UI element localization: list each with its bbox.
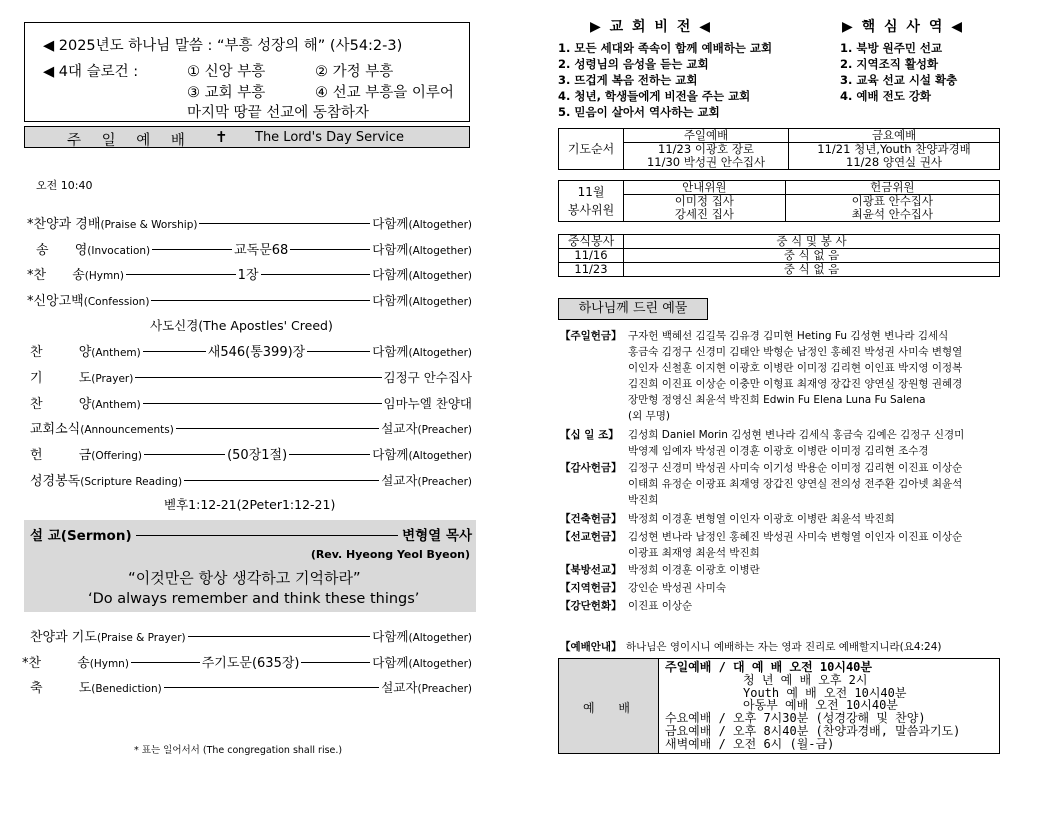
- slogan-1: ① 신앙 부흥: [187, 64, 266, 80]
- item-who: 설교자: [381, 421, 418, 436]
- offering-group-tithe: [560, 427, 965, 457]
- vision-item: 5. 믿음이 살아서 역사하는 교회: [558, 105, 720, 119]
- item-who: 다함께: [372, 344, 409, 359]
- item-en: (Praise & Prayer): [96, 632, 186, 644]
- offering-names: 이광표 최재영 최윤석 박진희: [628, 547, 760, 559]
- order-praise-worship: [27, 213, 472, 231]
- item-en: (Hymn): [84, 270, 124, 282]
- order-invocation: [36, 239, 472, 257]
- item-en: (Announcements): [80, 424, 174, 436]
- offering-names: 김정구 신경미 박성권 사미숙 이기성 박용순 이미정 김리현 이진표 이상순: [628, 462, 963, 474]
- friday-header: 금요예배: [789, 129, 1000, 143]
- item-name: 찬 양: [30, 397, 92, 412]
- sermon-label: 설 교(Sermon): [30, 528, 132, 544]
- item-who: 다함께: [372, 216, 409, 231]
- offering-header: 헌금위원: [785, 181, 999, 195]
- worship-line: 아동부 예배 오전 10시40분: [743, 698, 898, 713]
- slogan-3: ③ 교회 부흥: [187, 85, 266, 101]
- friday-prayer: 11/21 청년,Youth 찬양과경배: [789, 143, 1000, 157]
- item-en: (Prayer): [91, 373, 134, 385]
- sermon-block: [24, 520, 476, 612]
- lunch-date: 11/23: [559, 263, 624, 277]
- worship-line: 청 년 예 배 오후 2시: [743, 672, 868, 687]
- rise-mark: *: [27, 294, 34, 309]
- core-title: ▶ 핵 심 사 역 ◀: [842, 19, 964, 35]
- offering-label: 【주일헌금】: [560, 330, 622, 342]
- offering-names: 박진희: [628, 494, 659, 506]
- volunteer-month: 11월: [577, 185, 605, 199]
- offering-label: 【선교헌금】: [560, 531, 622, 543]
- item-mid: 새546(통399)장: [207, 345, 306, 360]
- item-who: 김정구 안수집사: [383, 370, 472, 385]
- offering-group-thanks: [560, 460, 963, 506]
- order-praise-prayer: [30, 626, 472, 644]
- offering-label: 【북방선교】: [560, 564, 622, 576]
- worship-times-box: [558, 658, 1000, 754]
- item-who-en: (Altogether): [408, 270, 472, 282]
- volunteer-table: [558, 180, 1000, 222]
- order-announcements: [30, 418, 472, 436]
- slogan-label: ◀ 4대 슬로건 :: [43, 64, 139, 80]
- item-mid: (50장1절): [227, 448, 288, 463]
- order-scripture-reading: [30, 470, 472, 488]
- sermon-preacher: 변형열 목사: [402, 528, 472, 544]
- offering-group-region: [560, 580, 726, 596]
- item-mid: 주기도문(635장): [201, 656, 300, 671]
- order-confession: [27, 290, 472, 308]
- item-who-en: (Altogether): [408, 219, 472, 231]
- core-item: 1. 북방 원주민 선교: [840, 41, 943, 55]
- worship-line: Youth 예 배 오전 10시40분: [743, 685, 907, 700]
- lunch-value: 중 식 없 음: [624, 263, 1000, 277]
- worship-line: 금요예배 / 오후 8시40분 (찬양과경배, 말씀과기도): [665, 723, 961, 738]
- rise-mark: *: [22, 656, 29, 671]
- item-name: 축 도: [30, 681, 92, 696]
- service-title-ko: 주 일 예 배: [67, 133, 193, 149]
- vision-title: ▶ 교 회 비 전 ◀: [590, 19, 712, 35]
- item-name: 신앙고백: [33, 294, 84, 309]
- item-en: (Benediction): [91, 683, 162, 695]
- item-name: 찬 양: [30, 345, 92, 360]
- item-name: 찬양과 기도: [30, 630, 97, 645]
- offering-names: 이인자 신철훈 이지현 이광호 이병란 이미정 김리현 이인표 박지영 이정복: [628, 362, 963, 374]
- offering-names: 박정희 이경훈 이광호 이병란: [628, 564, 760, 576]
- item-who: 설교자: [381, 680, 418, 695]
- theme-line: ◀ 2025년도 하나님 말씀 : “부흥 성장의 해” (사54:2-3): [43, 38, 403, 54]
- item-who-en: (Altogether): [408, 245, 472, 257]
- item-who-en: (Preacher): [417, 424, 472, 436]
- item-who-en: (Preacher): [417, 683, 472, 695]
- slogan-4b: 마지막 땅끝 선교에 동참하자: [187, 105, 369, 121]
- item-name: 헌 금: [30, 448, 92, 463]
- item-name: 찬 송: [33, 268, 85, 283]
- order-hymn-1: [27, 264, 472, 282]
- offering-name: 이광표 안수집사: [785, 195, 999, 209]
- footnote: * 표는 일어서서 (The congregation shall rise.): [134, 745, 343, 756]
- sermon-title-en: ‘Do always remember and think these things’: [88, 591, 420, 607]
- item-who-en: (Preacher): [417, 476, 472, 488]
- item-name: 기 도: [30, 371, 92, 386]
- sunday-header: 주일예배: [624, 129, 789, 143]
- sermon-preacher-en: (Rev. Hyeong Yeol Byeon): [310, 548, 470, 561]
- offering-label: 【건축헌금】: [560, 513, 622, 525]
- rise-mark: *: [27, 217, 34, 232]
- worship-cell-label: 예 배: [583, 701, 630, 715]
- item-who-en: (Altogether): [408, 658, 472, 670]
- item-mid: 1장: [237, 268, 259, 283]
- item-who: 다함께: [372, 242, 409, 257]
- item-name: 교회소식: [30, 422, 81, 437]
- item-en: (Confession): [83, 296, 150, 308]
- offering-label: 【감사헌금】: [560, 462, 622, 474]
- offering-group-north: [560, 562, 760, 578]
- theme-box: [24, 22, 470, 122]
- offering-group-mission: [560, 529, 963, 559]
- item-who: 임마누엘 찬양대: [383, 396, 472, 411]
- item-en: (Invocation): [87, 245, 151, 257]
- slogan-4: ④ 선교 부흥을 이루어: [315, 85, 454, 101]
- offering-names: 홍금숙 김정구 신경미 김태안 박형순 남정인 홍혜진 박성권 사미숙 변형열: [628, 346, 963, 358]
- item-who-en: (Altogether): [408, 296, 472, 308]
- worship-line: 수요예배 / 오후 7시30분 (성경강해 및 찬양): [665, 711, 926, 726]
- core-list: [840, 40, 957, 104]
- worship-line: 주일예배 / 대 예 배 오전 10시40분: [665, 660, 872, 674]
- offerings-title: 하나님께 드린 예물: [558, 298, 708, 320]
- worship-info-label: 【예배안내】: [560, 641, 622, 653]
- item-who: 설교자: [381, 473, 418, 488]
- offering-label: 【지역헌금】: [560, 582, 622, 594]
- offering-names: 장만형 정영신 최윤석 박진희 Edwin Fu Elena Luna Fu Salena: [628, 394, 926, 406]
- slogan-2: ② 가정 부흥: [315, 64, 394, 80]
- usher-name: 강세진 집사: [624, 208, 786, 222]
- core-item: 3. 교육 선교 시설 확충: [840, 73, 958, 87]
- offering-label: 【십 일 조】: [560, 429, 619, 441]
- vision-item: 4. 청년, 학생들에게 비전을 주는 교회: [558, 89, 751, 103]
- offering-group-flowers: [560, 598, 693, 614]
- item-name: 찬 송: [28, 656, 90, 671]
- offering-names: 이태희 유정순 이광표 최재영 장갑진 양연실 전의성 전주환 김아넷 최윤석: [628, 478, 963, 490]
- worship-line: 새벽예배 / 오전 6시 (월-금): [665, 736, 835, 751]
- item-who: 다함께: [372, 655, 409, 670]
- friday-prayer: 11/28 양연실 권사: [789, 156, 1000, 170]
- scripture: 벧후1:12-21(2Peter1:12-21): [164, 497, 336, 512]
- vision-item: 2. 성령님의 음성을 듣는 교회: [558, 57, 709, 71]
- creed: 사도신경(The Apostles' Creed): [150, 318, 333, 333]
- offering-names: 김진희 이진표 이상순 이충만 이형표 최재영 장갑진 양연실 장원형 권혜경: [628, 378, 963, 390]
- sermon-title-ko: “이것만은 항상 생각하고 기억하라”: [128, 569, 361, 587]
- item-who: 다함께: [372, 629, 409, 644]
- offering-names: 김성현 변나라 남정인 홍혜진 박성권 사미숙 변형열 이인자 이진표 이상순: [628, 531, 963, 543]
- volunteer-word: 봉사위원: [567, 203, 615, 217]
- offering-names: (외 무명): [628, 410, 670, 422]
- vision-list: [558, 40, 772, 120]
- item-name: 찬양과 경배: [33, 217, 101, 232]
- offering-group-sunday: [560, 328, 963, 422]
- lunch-label: 중식봉사: [559, 235, 624, 249]
- item-who-en: (Altogether): [408, 450, 473, 462]
- rise-mark: *: [27, 268, 34, 283]
- lunch-date: 11/16: [559, 249, 624, 263]
- item-en: (Offering): [91, 450, 142, 462]
- worship-info: [560, 639, 942, 655]
- item-who-en: (Altogether): [408, 632, 472, 644]
- item-who-en: (Altogether): [408, 347, 473, 359]
- offering-names: 박정희 이경훈 변형열 이인자 이광호 이병란 최윤석 박진희: [628, 513, 895, 525]
- order-hymn-2: [22, 652, 472, 670]
- offering-names: 구자헌 백혜선 김길묵 김유경 김미현 Heting Fu 김성현 변나라 김세식: [628, 330, 949, 342]
- core-item: 2. 지역조직 활성화: [840, 57, 939, 71]
- prayer-schedule-table: [558, 128, 1000, 170]
- service-header: [24, 126, 470, 148]
- cross-icon: ✝: [215, 128, 228, 146]
- offering-name: 최윤석 안수집사: [785, 208, 999, 222]
- order-benediction: [30, 677, 472, 695]
- item-en: (Hymn): [89, 658, 129, 670]
- vision-item: 3. 뜨겁게 복음 전하는 교회: [558, 73, 698, 87]
- order-prayer: [30, 367, 472, 385]
- volunteer-label: [559, 181, 624, 222]
- item-name: 성경봉독: [30, 474, 81, 489]
- offering-label: 【강단헌화】: [560, 600, 622, 612]
- core-item: 4. 예배 전도 강화: [840, 89, 932, 103]
- item-mid: 교독문68: [234, 243, 289, 258]
- offering-names: 강인순 박성권 사미숙: [628, 582, 726, 594]
- item-en: (Praise & Worship): [100, 219, 198, 231]
- item-en: (Anthem): [91, 399, 141, 411]
- item-who: 다함께: [372, 447, 409, 462]
- service-title-en: The Lord's Day Service: [255, 130, 404, 145]
- usher-header: 안내위원: [624, 181, 786, 195]
- offering-names: 이진표 이상순: [628, 600, 693, 612]
- lunch-table: [558, 234, 1000, 277]
- item-en: (Anthem): [91, 347, 141, 359]
- sunday-prayer: 11/23 이광호 장로: [624, 143, 789, 157]
- lunch-header: 중 식 및 봉 사: [624, 235, 1000, 249]
- lunch-value: 중 식 없 음: [624, 249, 1000, 263]
- offering-names: 박영제 임예자 박성권 이경훈 이광호 이병란 이미정 김리현 조수경: [628, 445, 929, 457]
- item-name: 송 영: [36, 243, 88, 258]
- worship-times: [665, 661, 960, 751]
- usher-name: 이미정 집사: [624, 195, 786, 209]
- offering-group-building: [560, 511, 895, 527]
- item-who: 다함께: [372, 267, 409, 282]
- order-anthem-2: [30, 393, 472, 411]
- item-who: 다함께: [372, 293, 409, 308]
- sunday-prayer: 11/30 박성권 안수집사: [624, 156, 789, 170]
- worship-cell: [559, 659, 659, 753]
- item-en: (Scripture Reading): [80, 476, 183, 488]
- worship-verse: 하나님은 영이시니 예배하는 자는 영과 진리로 예배할지니라(요4:24): [626, 641, 942, 653]
- prayer-label: 기도순서: [559, 129, 624, 170]
- order-offering: [30, 444, 472, 462]
- order-anthem-1: [30, 341, 472, 359]
- vision-item: 1. 모든 세대와 족속이 함께 예배하는 교회: [558, 41, 773, 55]
- service-time: 오전 10:40: [36, 179, 93, 192]
- offering-names: 김성희 Daniel Morin 김성현 변나라 김세식 홍금숙 김예은 김정구 신경미: [628, 429, 965, 441]
